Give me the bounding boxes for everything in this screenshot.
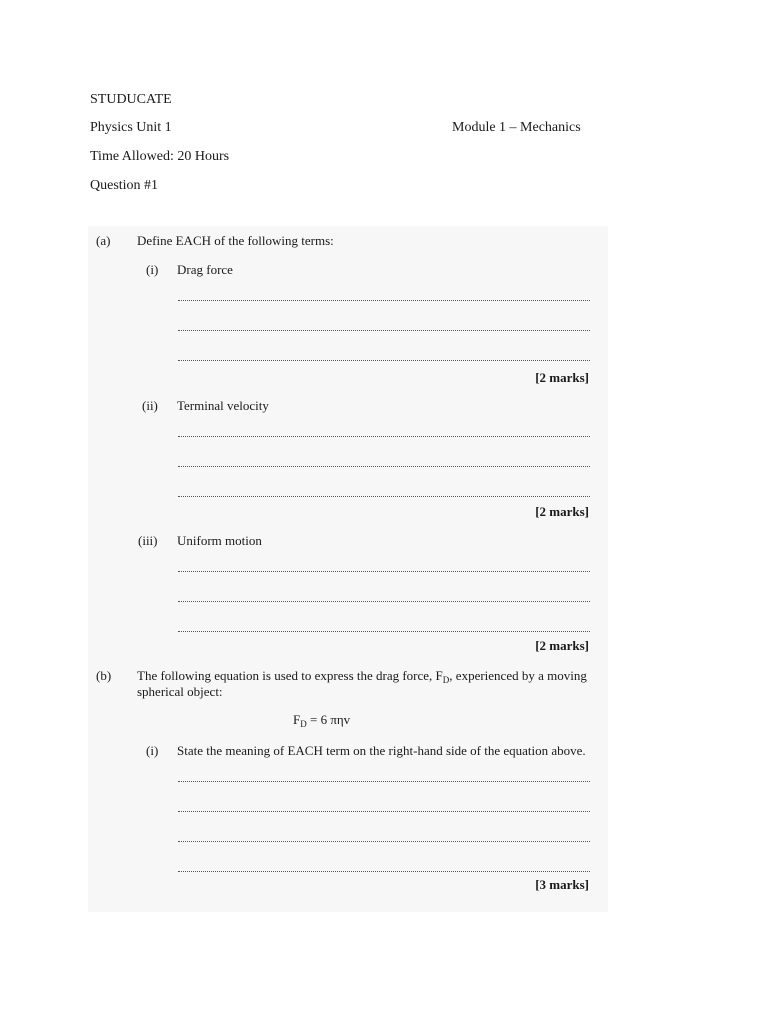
item-a-ii-number: (ii) xyxy=(142,398,158,413)
item-b-i-marks: [3 marks] xyxy=(535,877,589,892)
unit-title: Physics Unit 1 xyxy=(90,120,172,135)
answer-line[interactable] xyxy=(178,841,590,842)
item-a-iii-term: Uniform motion xyxy=(177,533,262,548)
module-title: Module 1 – Mechanics xyxy=(452,120,581,135)
org-name: STUDUCATE xyxy=(90,92,172,107)
part-b-prompt-subscript: D xyxy=(442,675,450,685)
equation-lhs: F xyxy=(293,712,301,727)
part-a-label: (a) xyxy=(96,233,111,248)
item-b-i-number: (i) xyxy=(146,743,159,758)
item-b-i-text: State the meaning of EACH term on the right-hand side of the equation above. xyxy=(177,743,586,758)
part-a-prompt: Define EACH of the following terms: xyxy=(137,233,334,248)
item-a-iii-marks: [2 marks] xyxy=(535,638,589,653)
answer-line[interactable] xyxy=(178,571,590,572)
answer-line[interactable] xyxy=(178,871,590,872)
question-number: Question #1 xyxy=(90,178,159,193)
item-a-i-term: Drag force xyxy=(177,262,233,277)
item-a-i-marks: [2 marks] xyxy=(535,370,589,385)
item-a-iii-number: (iii) xyxy=(138,533,158,548)
answer-line[interactable] xyxy=(178,631,590,632)
scanned-question-region xyxy=(88,226,608,912)
part-b-prompt-text-end: , experienced by a moving xyxy=(449,668,587,683)
part-b-prompt-text: The following equation is used to express the drag force, F xyxy=(137,668,443,683)
answer-line[interactable] xyxy=(178,496,590,497)
item-a-ii-marks: [2 marks] xyxy=(535,504,589,519)
answer-line[interactable] xyxy=(178,300,590,301)
equation-subscript: D xyxy=(300,719,307,729)
answer-line[interactable] xyxy=(178,436,590,437)
item-a-ii-term: Terminal velocity xyxy=(177,398,269,413)
answer-line[interactable] xyxy=(178,811,590,812)
part-b-label: (b) xyxy=(96,668,112,683)
time-allowed: Time Allowed: 20 Hours xyxy=(90,149,230,164)
answer-line[interactable] xyxy=(178,601,590,602)
part-b-prompt xyxy=(137,668,592,685)
part-b-prompt-line2: spherical object: xyxy=(137,684,223,699)
equation-rhs: = 6 πηv xyxy=(306,712,351,727)
drag-force-equation xyxy=(293,712,350,729)
item-a-i-number: (i) xyxy=(146,262,159,277)
answer-line[interactable] xyxy=(178,466,590,467)
answer-line[interactable] xyxy=(178,330,590,331)
answer-line[interactable] xyxy=(178,360,590,361)
answer-line[interactable] xyxy=(178,781,590,782)
